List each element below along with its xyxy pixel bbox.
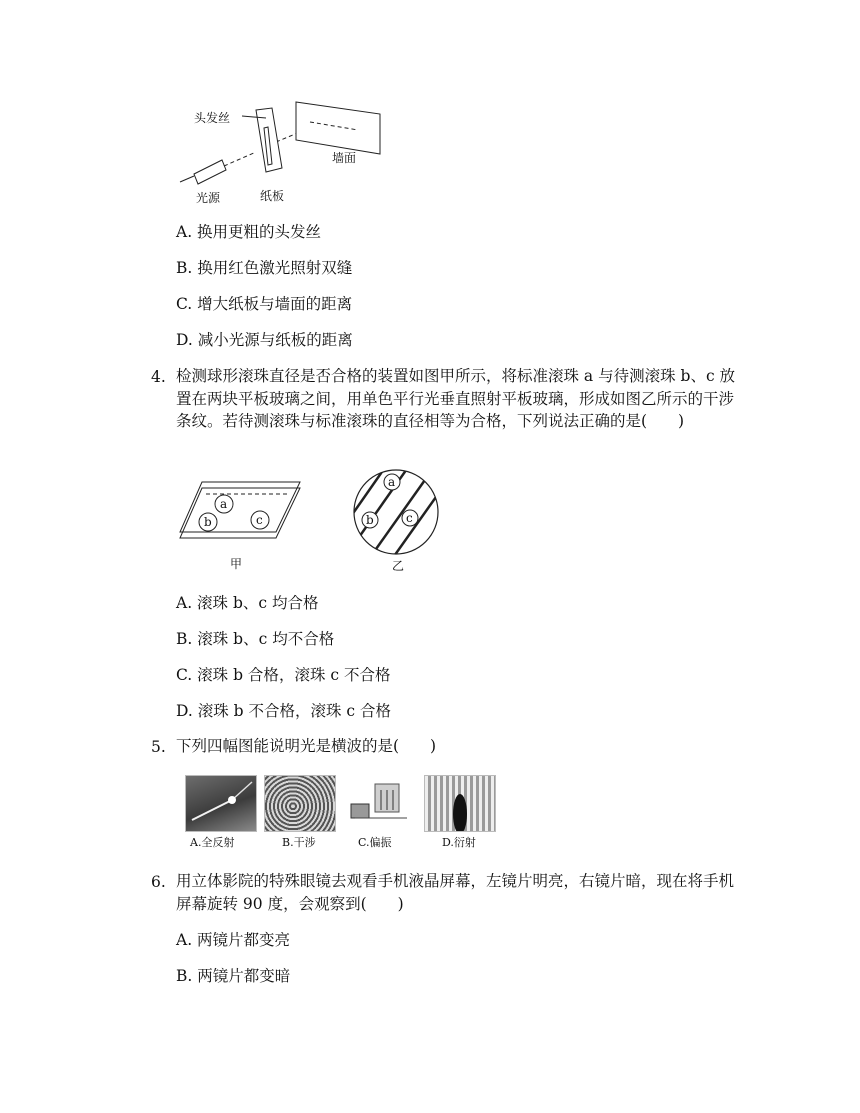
caption-polarization: C.偏振 [358, 836, 392, 849]
figure-yi-label: 乙 [392, 559, 405, 573]
wall-label: 墙面 [332, 151, 357, 165]
ball-a-label: a [220, 497, 228, 511]
q3-option-b[interactable]: B. 换用红色激光照射双缝 [176, 259, 353, 277]
board-label: 纸板 [260, 189, 285, 203]
caption-interference: B.干涉 [282, 836, 316, 849]
q6-stem: 用立体影院的特殊眼镜去观看手机液晶屏幕，左镜片明亮，右镜片暗，现在将手机屏幕旋转 90 度，会观察到( ) [176, 872, 735, 913]
q6-option-b[interactable]: B. 两镜片都变暗 [176, 967, 291, 985]
q4-figure-jia [176, 478, 306, 572]
q6-number: 6. [151, 873, 166, 891]
q5-number: 5. [151, 738, 166, 756]
q3-double-slit-figure [172, 96, 402, 208]
q4-number: 4. [151, 368, 166, 386]
diffraction-image [424, 775, 496, 832]
q4-stem: 检测球形滚珠直径是否合格的装置如图甲所示，将标准滚珠 a 与待测滚珠 b、c 放置在两块平板玻璃之间，用单色平行光垂直照射平板玻璃，形成如图乙所示的干涉条纹。若待测滚珠与标准滚珠的直径相等为合格，下列说法正确的是( ) [176, 367, 736, 430]
yi-ball-c-label: c [406, 511, 413, 525]
total-reflection-image [185, 775, 257, 832]
caption-total-reflection: A.全反射 [190, 836, 235, 849]
q4-figure-yi [350, 466, 446, 578]
polarization-image [344, 775, 416, 832]
q4-option-d[interactable]: D. 滚珠 b 不合格，滚珠 c 合格 [176, 702, 392, 720]
figure-jia-label: 甲 [230, 557, 243, 571]
yi-ball-b-label: b [366, 513, 374, 527]
caption-diffraction: D.衍射 [442, 836, 476, 849]
q4-option-a[interactable]: A. 滚珠 b、c 均合格 [176, 594, 319, 612]
source-label: 光源 [196, 191, 221, 205]
yi-ball-a-label: a [388, 475, 396, 489]
interference-image [264, 775, 336, 832]
q4-option-b[interactable]: B. 滚珠 b、c 均不合格 [176, 630, 335, 648]
q3-option-a[interactable]: A. 换用更粗的头发丝 [176, 223, 322, 241]
q4-option-c[interactable]: C. 滚珠 b 合格，滚珠 c 不合格 [176, 666, 391, 684]
q3-option-d[interactable]: D. 减小光源与纸板的距离 [176, 331, 353, 349]
q5-stem: 下列四幅图能说明光是横波的是( ) [176, 737, 437, 755]
ball-b-label: b [204, 515, 212, 529]
ball-c-label: c [256, 513, 263, 527]
hair-label: 头发丝 [194, 111, 231, 125]
q3-option-c[interactable]: C. 增大纸板与墙面的距离 [176, 295, 353, 313]
q6-option-a[interactable]: A. 两镜片都变亮 [176, 931, 291, 949]
